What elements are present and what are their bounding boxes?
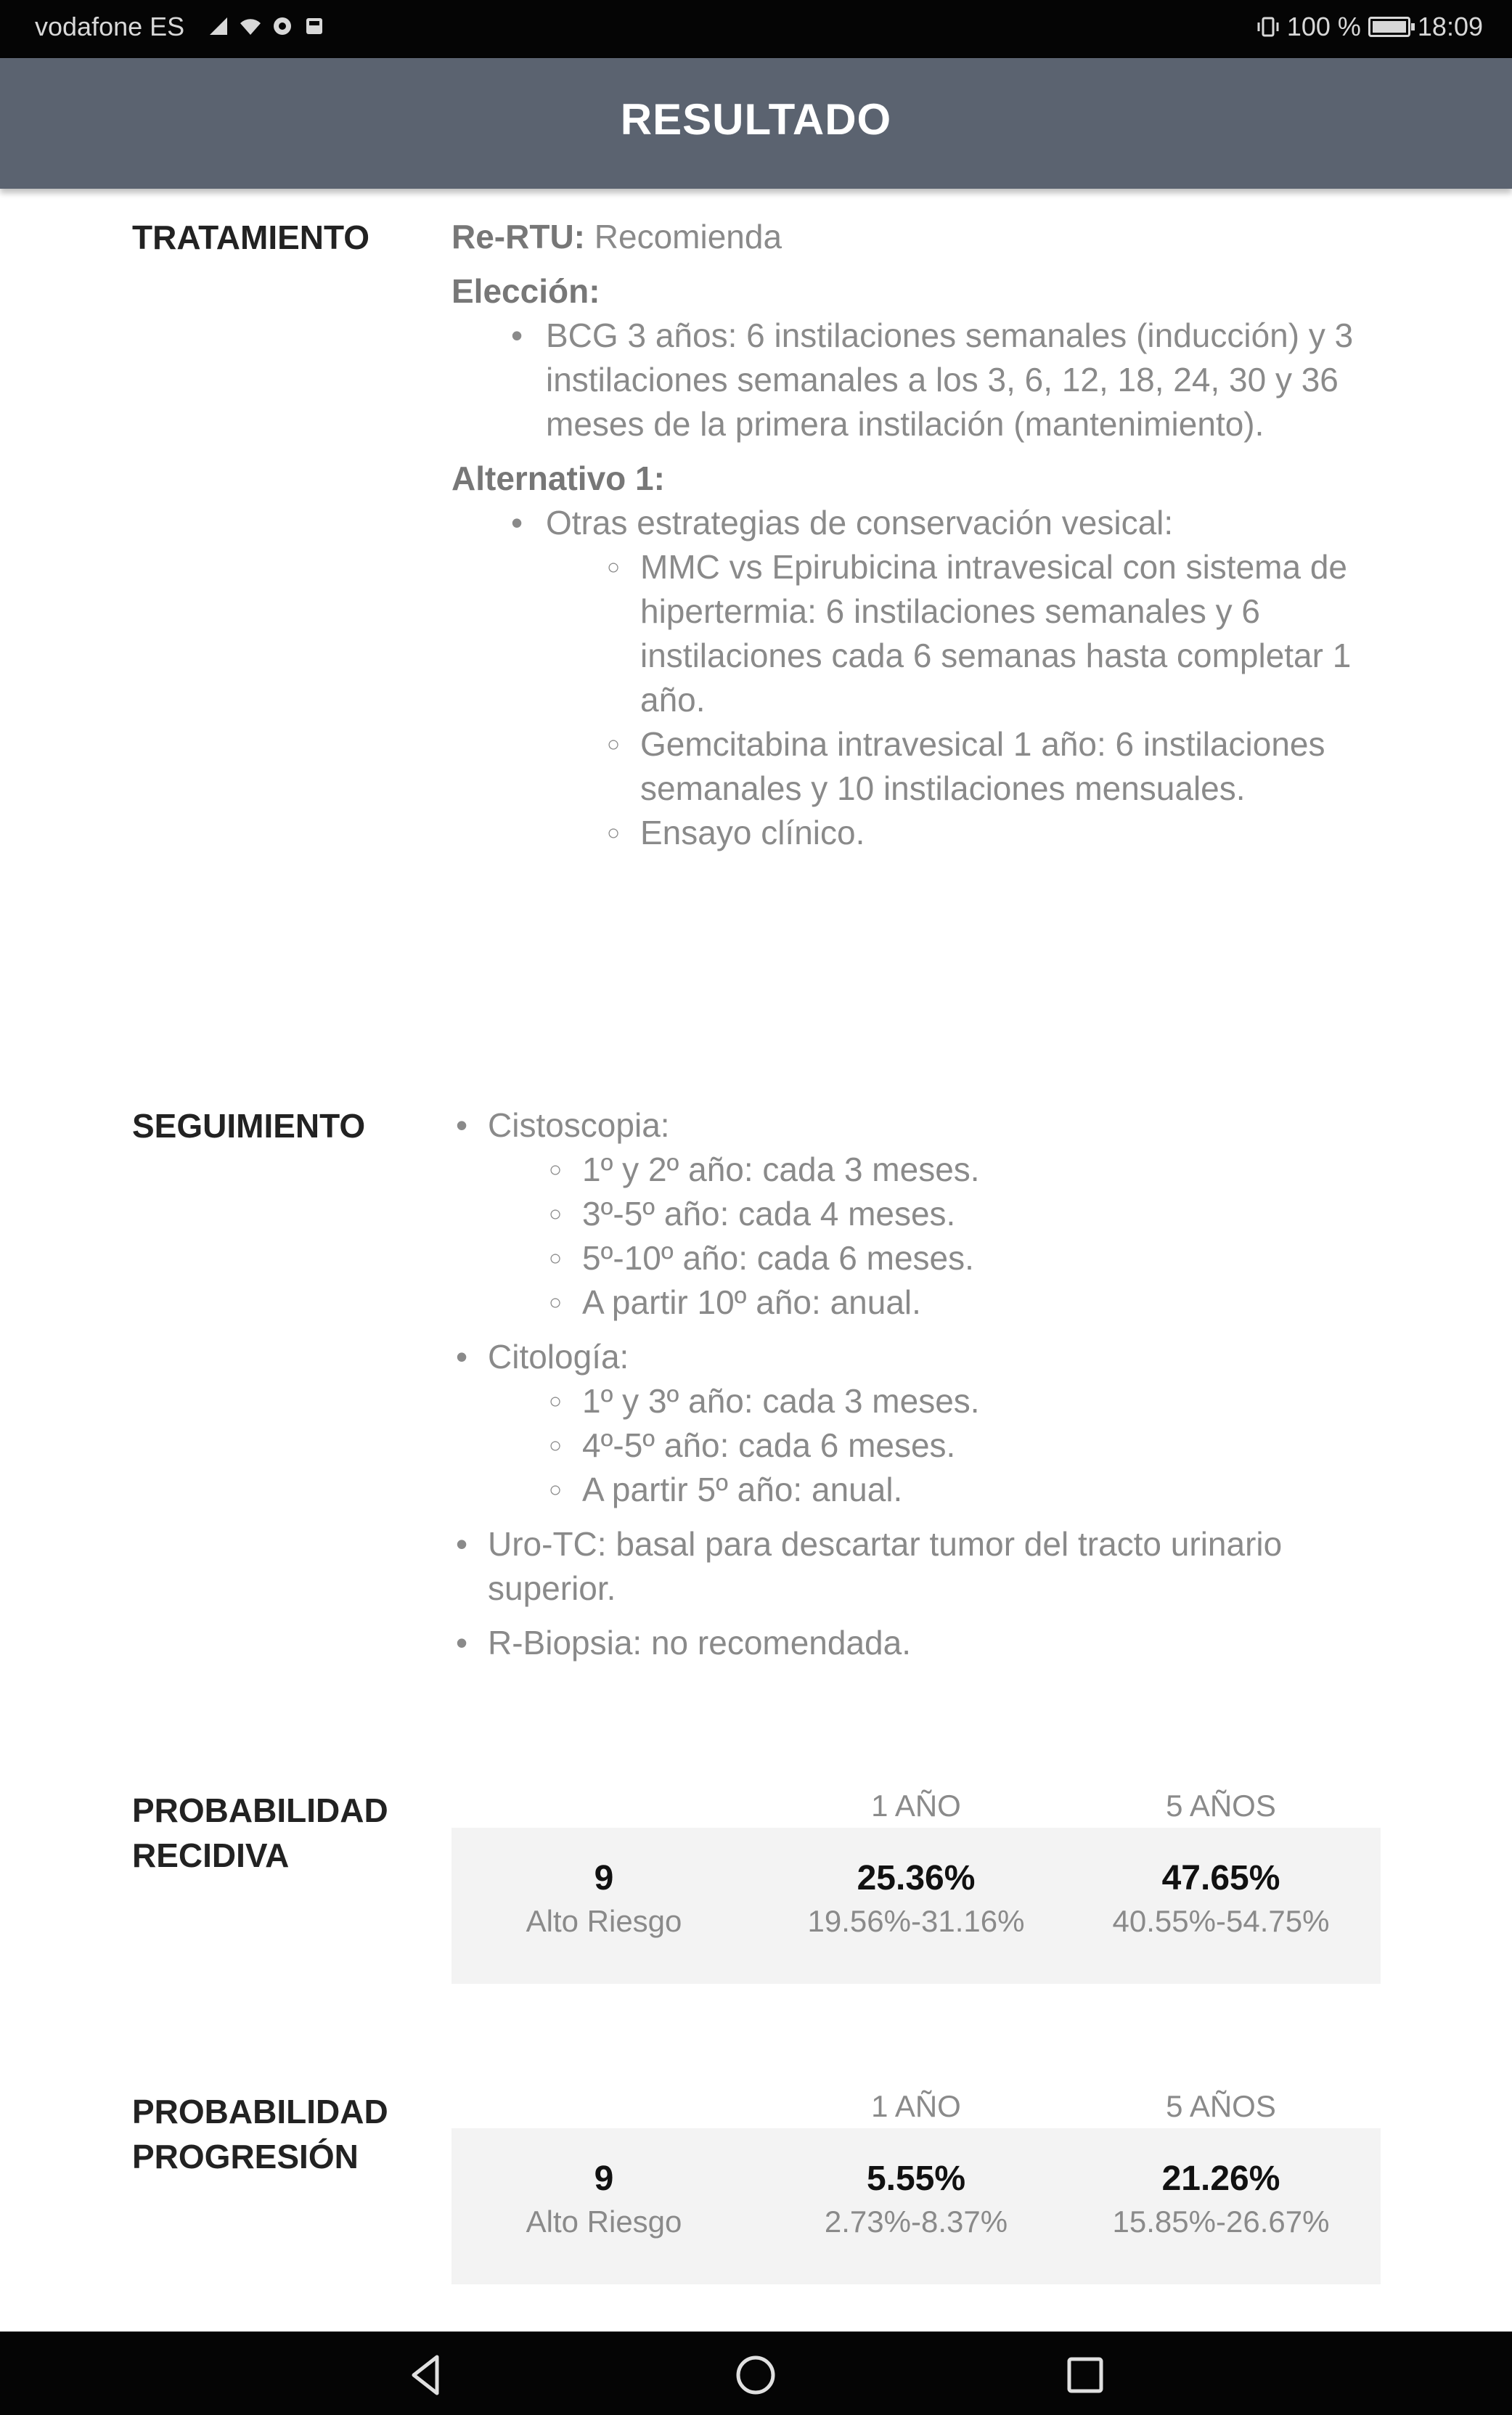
- year1-value: 5.55%: [866, 2159, 966, 2198]
- list-item: • R-Biopsia: no recomendada.: [451, 1621, 1381, 1665]
- battery-level: 100 %: [1286, 12, 1361, 41]
- alternativo-list: [451, 501, 1381, 855]
- list-item: • Uro-TC: basal para descartar tumor del tracto urinario superior.: [451, 1522, 1381, 1611]
- column-header-5-years: 5 AÑOS: [1166, 1789, 1276, 1823]
- list-item: • Cistoscopia: ○ 1º y 2º año: cada 3 meses. ○ 3º-5º año: cada 4 meses. ○ 5º-10º año: cada 6 meses. ○ A partir 10º año: anual.: [451, 1103, 1381, 1325]
- re-rtu-label: Re-RTU:: [451, 218, 585, 256]
- citologia-sublist: [488, 1379, 1381, 1512]
- risk-score: 9: [594, 2159, 614, 2198]
- wifi-icon: [239, 15, 262, 38]
- sd-card-icon: [303, 15, 326, 38]
- vibrate-icon: [1256, 15, 1280, 38]
- list-item: ○ 1º y 2º año: cada 3 meses.: [488, 1148, 1381, 1192]
- re-rtu-value: Recomienda: [594, 218, 782, 256]
- progresion-headers: [451, 2089, 1381, 2133]
- column-header-5-years: 5 AÑOS: [1166, 2089, 1276, 2123]
- year1-value: 25.36%: [857, 1859, 976, 1897]
- year5-value: 21.26%: [1161, 2159, 1280, 2198]
- list-item: ○ 5º-10º año: cada 6 meses.: [488, 1236, 1381, 1280]
- risk-level: Alto Riesgo: [526, 2204, 682, 2239]
- progresion-label: PROBABILIDAD PROGRESIÓN: [132, 2093, 388, 2175]
- signal-icon: [207, 15, 230, 38]
- year5-range: 40.55%-54.75%: [1112, 1904, 1330, 1938]
- cistoscopia-sublist: [488, 1148, 1381, 1325]
- year5-value: 47.65%: [1161, 1859, 1280, 1897]
- risk-level: Alto Riesgo: [526, 1904, 682, 1938]
- recents-icon[interactable]: [1060, 2350, 1111, 2400]
- list-item: • Otras estrategias de conservación vesical: ○ MMC vs Epirubicina intravesical con sistema de hipertermia: 6 instilaciones semanales y 6 instilaciones cada 6 semanas hasta completar 1 año. ○ Gemcitabina intravesical 1 año: 6 instilaciones semanales y 10 instilaciones mensuales. ○ Ensayo clínico.: [451, 501, 1381, 855]
- alternativo-sublist: [451, 545, 1381, 855]
- column-header-1-year: 1 AÑO: [871, 1789, 961, 1823]
- year1-range: 2.73%-8.37%: [824, 2204, 1008, 2239]
- tratamiento-content: [451, 215, 1381, 855]
- list-item: ○ MMC vs Epirubicina intravesical con sistema de hipertermia: 6 instilaciones semanales y 6 instilaciones cada 6 semanas hasta completar 1 año.: [546, 545, 1381, 722]
- list-item: ○ 3º-5º año: cada 4 meses.: [488, 1192, 1381, 1236]
- risk-score-cell: [451, 1857, 756, 1942]
- list-item: ○ 1º y 3º año: cada 3 meses.: [488, 1379, 1381, 1423]
- list-item: ○ A partir 10º año: anual.: [488, 1280, 1381, 1325]
- sync-icon: [271, 15, 294, 38]
- back-icon[interactable]: [401, 2350, 451, 2400]
- list-item: ○ 4º-5º año: cada 6 meses.: [488, 1423, 1381, 1468]
- column-header-1-year: 1 AÑO: [871, 2089, 961, 2123]
- progresion-table: [451, 2128, 1381, 2284]
- risk-score-cell: [451, 2157, 756, 2243]
- re-rtu-line: [451, 215, 1381, 259]
- recidiva-label: PROBABILIDAD RECIDIVA: [132, 1791, 388, 1874]
- year5-range: 15.85%-26.67%: [1112, 2204, 1330, 2239]
- clock: 18:09: [1417, 12, 1483, 41]
- home-icon[interactable]: [730, 2350, 781, 2400]
- recidiva-headers: [451, 1789, 1381, 1832]
- status-bar: [0, 0, 1512, 58]
- navigation-bar: [0, 2332, 1512, 2415]
- recidiva-table: [451, 1828, 1381, 1984]
- list-item: ○ Gemcitabina intravesical 1 año: 6 instilaciones semanales y 10 instilaciones mensuales.: [546, 722, 1381, 811]
- list-item: ○ Ensayo clínico.: [546, 811, 1381, 855]
- list-item: • BCG 3 años: 6 instilaciones semanales (inducción) y 3 instilaciones semanales a los 3, 6, 12, 18, 24, 30 y 36 meses de la primera instilación (mantenimiento).: [451, 314, 1381, 446]
- app-bar: [0, 58, 1512, 189]
- seguimiento-content: [451, 1103, 1381, 1665]
- battery-icon: [1368, 17, 1410, 37]
- list-item: • Citología: ○ 1º y 3º año: cada 3 meses. ○ 4º-5º año: cada 6 meses. ○ A partir 5º año: anual.: [451, 1335, 1381, 1512]
- alternativo-label: Alternativo 1:: [451, 459, 665, 497]
- tratamiento-label: TRATAMIENTO: [132, 218, 370, 256]
- year5-cell: [1068, 2157, 1373, 2243]
- eleccion-list: [451, 314, 1381, 446]
- list-item: ○ A partir 5º año: anual.: [488, 1468, 1381, 1512]
- seguimiento-list: [451, 1103, 1381, 1665]
- page-title: RESULTADO: [620, 95, 892, 144]
- year5-cell: [1068, 1857, 1373, 1942]
- eleccion-label: Elección:: [451, 272, 600, 310]
- year1-cell: [764, 1857, 1068, 1942]
- seguimiento-label: SEGUIMIENTO: [132, 1107, 366, 1145]
- year1-cell: [764, 2157, 1068, 2243]
- status-icons: [207, 15, 326, 38]
- carrier-name: vodafone ES: [35, 12, 185, 41]
- year1-range: 19.56%-31.16%: [807, 1904, 1025, 1938]
- risk-score: 9: [594, 1859, 614, 1897]
